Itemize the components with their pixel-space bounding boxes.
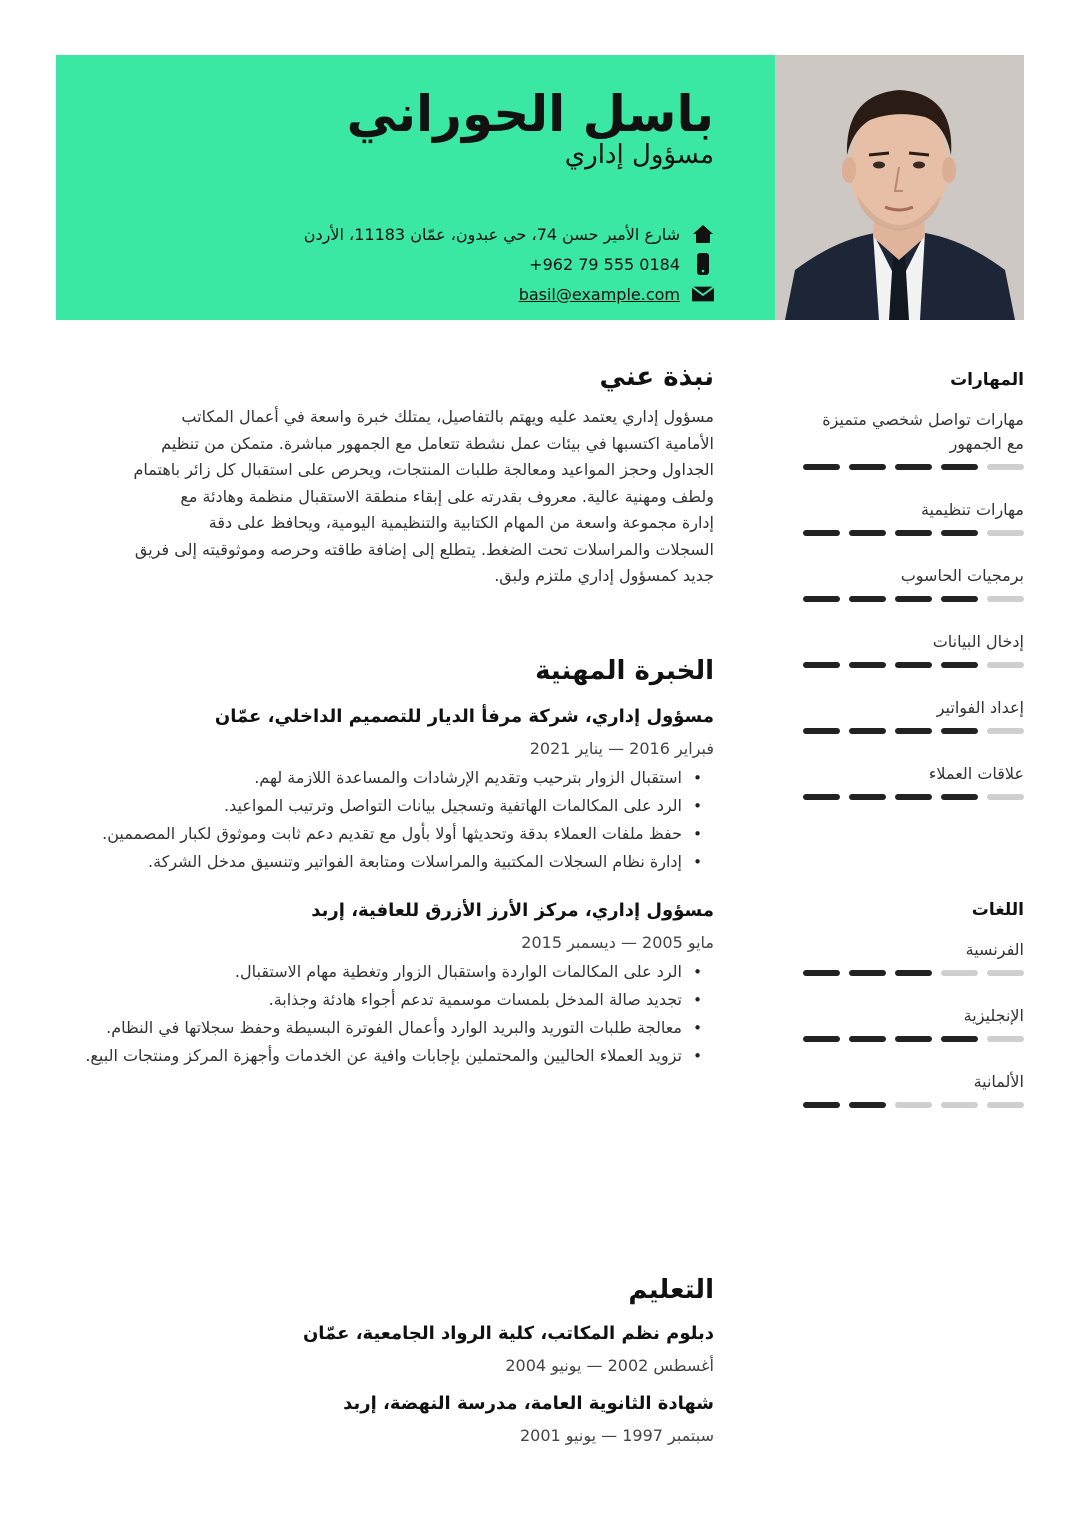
list-item: • حفظ ملفات العملاء بدقة وتحديثها أولا بأول مع تقديم دعم ثابت وموثوق لكبار المصممين. [80, 820, 682, 848]
education-entry [80, 1323, 714, 1375]
level-segment [803, 596, 840, 602]
job-duties [80, 958, 714, 1070]
degree-dates: أغسطس 2002 — يونيو 2004 [505, 1356, 714, 1375]
level-segment [895, 1102, 932, 1108]
level-segment [895, 464, 932, 470]
email-link[interactable]: basil@example.com [518, 284, 680, 304]
level-segment [941, 728, 978, 734]
level-segment [987, 728, 1024, 734]
list-item: • استقبال الزوار بترحيب وتقديم الإرشادات والمساعدة اللازمة لهم. [80, 764, 682, 792]
skill-item [803, 408, 1024, 470]
skill-name: مهارات تنظيمية [920, 500, 1024, 519]
about-section [80, 362, 714, 590]
level-segment [987, 530, 1024, 536]
profile-photo [775, 55, 1024, 320]
address-text: شارع الأمير حسن 74، حي عبدون، عمّان 11183، الأردن [303, 224, 680, 244]
level-segment [849, 596, 886, 602]
skill-name: مهارات تواصل شخصي متميزة مع الجمهور [822, 410, 1024, 453]
skill-level-bar [803, 794, 1024, 800]
list-item: • إدارة نظام السجلات المكتبية والمراسلات ومتابعة الفواتير وتنسيق مدخل الشركة. [80, 848, 682, 876]
language-item [803, 938, 1024, 976]
level-segment [803, 794, 840, 800]
level-segment [849, 970, 886, 976]
home-icon [692, 223, 714, 245]
skill-level-bar [803, 464, 1024, 470]
skill-name: علاقات العملاء [928, 764, 1024, 783]
degree-title: شهادة الثانوية العامة، مدرسة النهضة، إربد [343, 1393, 714, 1414]
level-segment [895, 662, 932, 668]
level-segment [803, 1102, 840, 1108]
level-segment [941, 970, 978, 976]
contact-email [519, 283, 714, 305]
level-segment [895, 728, 932, 734]
skill-level-bar [803, 662, 1024, 668]
level-segment [803, 970, 840, 976]
list-item: • معالجة طلبات التوريد والبريد الوارد وأعمال الفوترة البسيطة وحفظ سجلاتها في النظام. [80, 1014, 682, 1042]
skill-name: برمجيات الحاسوب [900, 566, 1024, 585]
language-item [803, 1070, 1024, 1108]
level-segment [803, 530, 840, 536]
level-segment [803, 728, 840, 734]
level-segment [849, 464, 886, 470]
skill-level-bar [803, 728, 1024, 734]
level-segment [987, 464, 1024, 470]
list-item: • تزويد العملاء الحاليين والمحتملين بإجابات وافية عن الخدمات وأجهزة المركز ومنتجات البيع. [80, 1042, 682, 1070]
job-dates: فبراير 2016 — يناير 2021 [529, 739, 714, 758]
skill-item [803, 630, 1024, 668]
level-segment [895, 794, 932, 800]
level-segment [941, 464, 978, 470]
level-segment [895, 530, 932, 536]
level-segment [895, 1036, 932, 1042]
skill-name: إدخال البيانات [932, 632, 1024, 651]
phone-icon [692, 253, 714, 275]
level-segment [941, 794, 978, 800]
job-entry [80, 706, 714, 876]
about-line: الأمامية اكتسبها في بيئات عمل نشطة تتعامل مع الجمهور مباشرة. متمكن من تنظيم [161, 433, 714, 453]
level-segment [941, 1036, 978, 1042]
about-paragraph [80, 404, 714, 590]
about-line: الجداول وحجز المواعيد ومعالجة طلبات المنتجات، ويحرص على استقبال كل زائر باهتمام [133, 460, 714, 479]
job-dates: مايو 2005 — ديسمبر 2015 [521, 933, 714, 952]
skills-heading: المهارات [950, 370, 1024, 390]
list-item: • تجديد صالة المدخل بلمسات موسمية تدعم أجواء هادئة وجذابة. [80, 986, 682, 1014]
job-duties [80, 764, 714, 876]
level-segment [987, 596, 1024, 602]
degree-dates: سبتمبر 1997 — يونيو 2001 [519, 1426, 714, 1445]
level-segment [941, 530, 978, 536]
level-segment [895, 596, 932, 602]
level-segment [849, 1036, 886, 1042]
language-item [803, 1004, 1024, 1042]
education-entry [80, 1393, 714, 1445]
list-item: • الرد على المكالمات الهاتفية وتسجيل بيانات التواصل وترتيب المواعيد. [80, 792, 682, 820]
experience-section [80, 656, 714, 1070]
language-name: الفرنسية [965, 940, 1024, 959]
level-segment [849, 794, 886, 800]
level-segment [849, 530, 886, 536]
level-segment [803, 464, 840, 470]
about-heading: نبذة عني [599, 362, 714, 392]
level-segment [941, 662, 978, 668]
contact-phone [529, 253, 714, 275]
level-segment [987, 970, 1024, 976]
language-name: الألمانية [973, 1072, 1024, 1091]
level-segment [987, 794, 1024, 800]
skill-item [803, 696, 1024, 734]
experience-heading: الخبرة المهنية [535, 656, 714, 686]
level-segment [941, 596, 978, 602]
skill-level-bar [803, 530, 1024, 536]
about-line: إدارة مجموعة واسعة من المهام الكتابية والتنظيمية اليومية، ويحافظ على دقة [208, 513, 714, 532]
candidate-role: مسؤول إداري [564, 140, 714, 170]
skill-item [803, 498, 1024, 536]
degree-title: دبلوم نظم المكاتب، كلية الرواد الجامعية، عمّان [302, 1323, 714, 1344]
level-segment [987, 662, 1024, 668]
about-line: جديد كمسؤول إداري ملتزم ولبق. [494, 566, 714, 585]
envelope-icon [692, 283, 714, 305]
education-section [80, 1275, 714, 1445]
languages-heading: اللغات [971, 900, 1024, 920]
level-segment [849, 728, 886, 734]
skill-name: إعداد الفواتير [936, 698, 1024, 717]
languages-section [803, 900, 1024, 1108]
about-line: مسؤول إداري يعتمد عليه ويهتم بالتفاصيل، يمتلك خبرة واسعة في أعمال المكاتب [181, 407, 714, 426]
job-title: مسؤول إداري، مركز الأرز الأزرق للعافية، إربد [311, 900, 714, 921]
contact-address [304, 223, 714, 245]
level-segment [803, 1036, 840, 1042]
phone-text: +962 79 555 0184 [529, 254, 680, 274]
skills-section [803, 370, 1024, 800]
candidate-name: باسل الحوراني [346, 85, 714, 143]
job-title: مسؤول إداري، شركة مرفأ الديار للتصميم الداخلي، عمّان [214, 706, 714, 727]
level-segment [987, 1036, 1024, 1042]
level-segment [849, 1102, 886, 1108]
skill-item [803, 564, 1024, 602]
level-segment [803, 662, 840, 668]
level-segment [849, 662, 886, 668]
language-level-bar [803, 1036, 1024, 1042]
language-level-bar [803, 970, 1024, 976]
header-banner [56, 55, 1024, 320]
language-level-bar [803, 1102, 1024, 1108]
language-name: الإنجليزية [963, 1006, 1024, 1025]
list-item: • الرد على المكالمات الواردة واستقبال الزوار وتغطية مهام الاستقبال. [80, 958, 682, 986]
job-entry [80, 900, 714, 1070]
education-heading: التعليم [628, 1275, 714, 1305]
about-line: ولطف ومهنية عالية. معروف بقدرته على إبقاء منطقة الاستقبال منظمة وهادئة مع [180, 486, 714, 506]
level-segment [987, 1102, 1024, 1108]
level-segment [941, 1102, 978, 1108]
skill-item [803, 762, 1024, 800]
skill-level-bar [803, 596, 1024, 602]
level-segment [895, 970, 932, 976]
about-line: السجلات والمراسلات تحت الضغط. يتطلع إلى إضافة طاقته وحرصه وموثوقيته إلى فريق [134, 539, 714, 559]
